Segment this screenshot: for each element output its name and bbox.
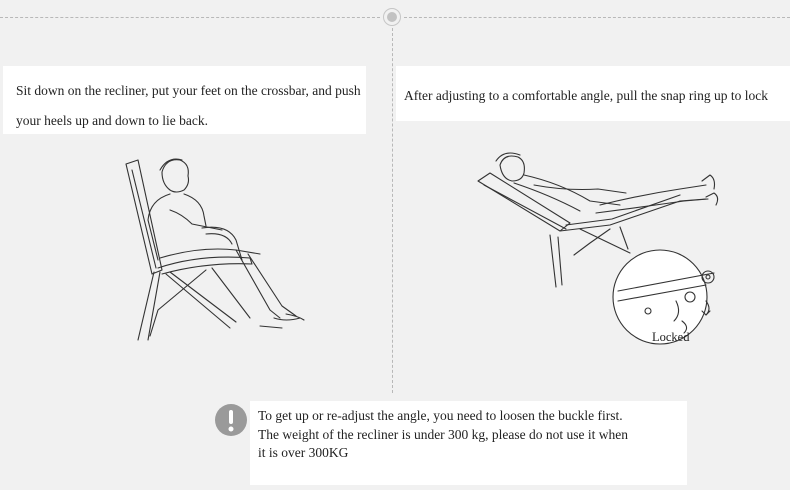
- step-caption-right: [396, 66, 790, 121]
- exclamation-icon: [215, 404, 247, 436]
- step-left-line-1: Sit down on the recliner, put your feet on the crossbar, and push: [16, 83, 361, 98]
- seated-recliner-illustration: [110, 150, 320, 350]
- step-caption-left: [3, 66, 366, 134]
- step-left-line-2: your heels up and down to lie back.: [16, 113, 208, 128]
- notice-line-2: The weight of the recliner is under 300 kg, please do not use it when: [258, 427, 629, 442]
- step-right-line-1: After adjusting to a comfortable angle, pull the snap ring up to lock: [404, 88, 769, 103]
- reclined-recliner-illustration: [470, 145, 780, 360]
- top-divider-left: [0, 17, 380, 18]
- locked-detail-label: Locked: [652, 330, 690, 344]
- top-divider-right: [404, 17, 790, 18]
- notice-line-1: To get up or re-adjust the angle, you need to loosen the buckle first.: [258, 408, 623, 423]
- divider-dot-icon: [382, 7, 402, 27]
- center-divider: [392, 28, 393, 393]
- warning-notice: [250, 401, 687, 485]
- notice-line-3: it is over 300KG: [258, 445, 349, 460]
